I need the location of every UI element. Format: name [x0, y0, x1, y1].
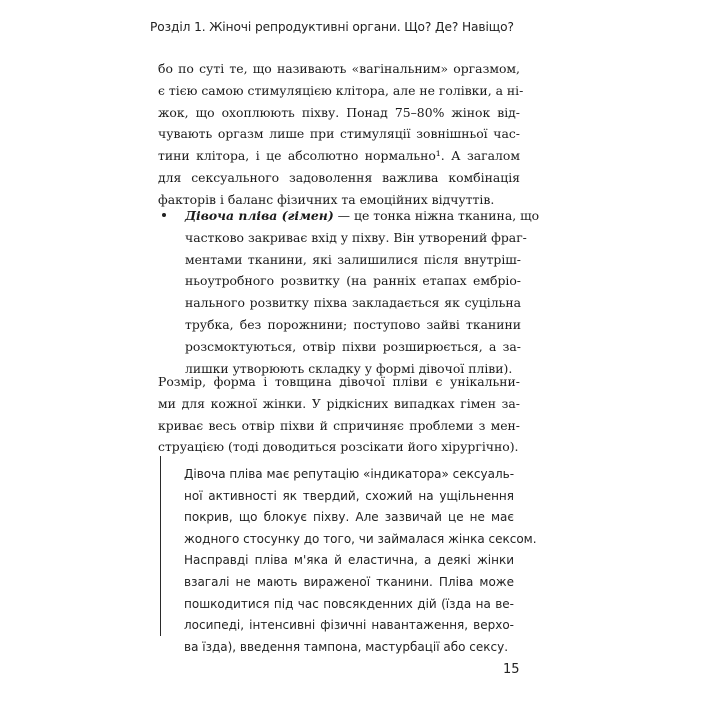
text-line: лишки утворюють складку у формі дівочої пліви). — [185, 360, 513, 376]
text-line: розсмоктуються, отвір піхви розширюється, а за- — [185, 338, 521, 354]
bullet-dot-icon — [162, 213, 166, 217]
text-line: ної активності як твердий, схожий на ущільнення — [184, 488, 514, 503]
text-line: криває весь отвір піхви й спричиняє проблеми з мен- — [158, 417, 520, 433]
text-line: тини клітора, і це абсолютно нормально¹. А загалом — [158, 148, 520, 164]
text-line: трубка, без порожнини; поступово зайві тканини — [185, 316, 521, 332]
text-line: ва їзда), введення тампона, мастурбації або сексу. — [184, 639, 509, 654]
bullet-text — [185, 205, 540, 379]
text-line: для сексуального задоволення важлива комбінація — [158, 169, 520, 185]
text-line: жодного стосунку до того, чи займалася жінка сексом. — [184, 531, 537, 546]
page-number: 15 — [503, 662, 520, 677]
text-line: жок, що охоплюють піхву. Понад 75–80% жінок від- — [158, 104, 520, 120]
text-line: частково закриває вхід у піхву. Він утворений фраг- — [185, 229, 527, 245]
callout-text — [184, 464, 537, 658]
text-line: бо по суті те, що називають «вагінальним» оргазмом, — [158, 61, 520, 76]
text-line: Розмір, форма і товщина дівочої пліви є унікальни- — [158, 374, 520, 389]
text-line: взагалі не мають вираженої тканини. Пліва може — [184, 574, 514, 589]
paragraph-1 — [158, 58, 524, 211]
defined-term: Дівоча пліва (гімен) — [185, 208, 334, 223]
text-line — [185, 205, 540, 227]
callout-box — [160, 456, 537, 654]
text-line: покрив, що блокує піхву. Але зазвичай це не має — [184, 510, 514, 525]
text-line: є тією самою стимуляцією клітора, але не голівки, а ні- — [158, 82, 524, 98]
text-line: нального розвитку піхва закладається як суцільна — [185, 295, 521, 311]
text-line: струацією (тоді доводиться розсікати його хірургічно). — [158, 439, 519, 455]
paragraph-2 — [158, 371, 520, 458]
text-line: ментами тканини, які залишилися після внутріш- — [185, 251, 521, 267]
text-line: факторів і баланс фізичних та емоційних відчуттів. — [158, 191, 495, 207]
running-head: Розділ 1. Жіночі репродуктивні органи. Що? Де? Навіщо? — [150, 20, 514, 34]
term-definition-start: — це тонка ніжна тканина, що — [333, 208, 540, 223]
text-line: Дівоча пліва має репутацію «індикатора» сексуаль- — [184, 467, 515, 481]
text-line: Насправді пліва м'яка й еластична, а деякі жінки — [184, 553, 514, 568]
text-line: пошкодитися під час повсякденних дій (їзда на ве- — [184, 596, 514, 611]
text-line: ньоутробного розвитку (на ранніх етапах ембріо- — [185, 273, 521, 289]
text-line: лосипеді, інтенсивні фізичні навантаження, верхо- — [184, 618, 514, 633]
text-line: чувають оргазм лише при стимуляції зовнішньої час- — [158, 126, 520, 142]
text-line: ми для кожної жінки. У рідкісних випадках гімен за- — [158, 395, 520, 411]
